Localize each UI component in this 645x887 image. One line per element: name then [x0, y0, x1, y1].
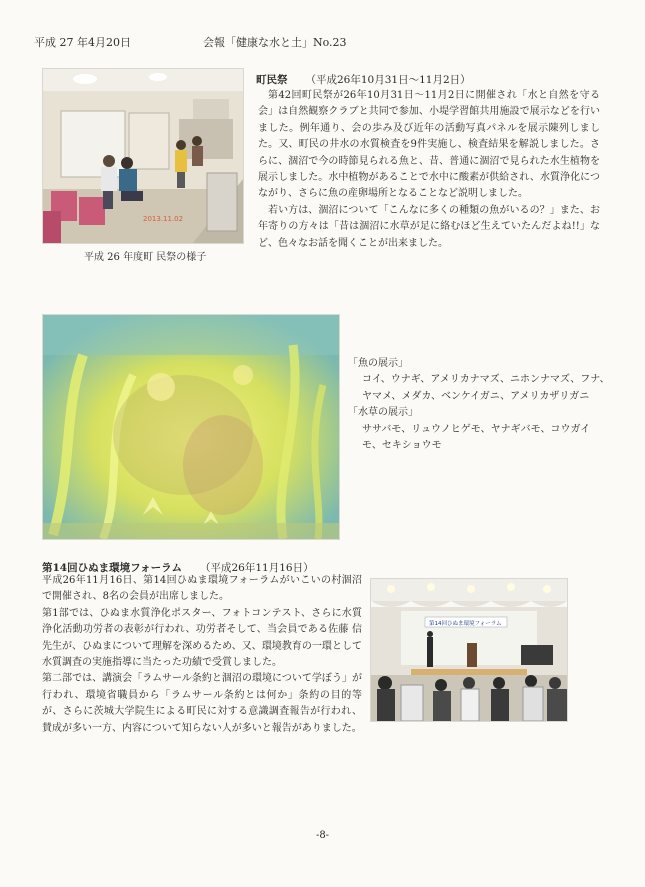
festival-period: （平成26年10月31日～11月2日） [305, 74, 471, 86]
header-date: 平成 27 年4月20日 [34, 36, 131, 49]
plants-exhibit-heading: 「水草の展示」 [348, 407, 418, 419]
forum-title: 第14回ひぬま環境フォーラム [42, 562, 182, 574]
page-number: -8- [315, 830, 330, 841]
forum-photo [370, 578, 568, 722]
festival-photo [42, 68, 244, 244]
plants-exhibit-items: ササバモ、リュウノヒゲモ、ヤナギバモ、コウガイモ、セキショウモ [362, 423, 591, 452]
exhibit-list [348, 356, 610, 454]
fish-exhibit-heading: 「魚の展示」 [348, 358, 408, 369]
forum-period: （平成26年11月16日） [199, 562, 314, 574]
photo-date-stamp: 2013.11.02 [143, 215, 184, 223]
aquarium-photo [42, 314, 340, 540]
forum-banner: 第14回ひぬま環境フォーラム [429, 621, 502, 627]
festival-body [258, 88, 600, 252]
forum-body [42, 573, 362, 737]
festival-paragraph: 第42回町民祭が26年10月31日～11月2日に開催され「水と自然を守る会」は自然観察クラブと共同で参加、小堤学習館共用施設で展示などを行いました。例年通り、会の歩み及び近年の活動写真パネルを展示陳列しました。又、町民の井水の水質検査を9件実施し、検査結果を解説しました。さらに、涸沼で今の時節見られる魚と、昔、普通に涸沼で見られた水生植物を展示しました。水中植物があることで水中に酸素が供給され、水質浄化につながり、さらに魚の産卵場所となることなど説明しました。 [258, 90, 600, 200]
forum-paragraph: 第1部では、ひぬま水質浄化ポスター、フォトコンテスト、さらに水質浄化活動功労者の表彰が行われ、功労者そして、当会員である佐藤 信先生が、ひぬまについて理解を深めるため、又、環境教育の一環として水質調査の実施指導に当たった功績で受賞しました。 [42, 607, 362, 669]
festival-heading [256, 72, 471, 87]
festival-paragraph: 若い方は、涸沼について「こんなに多くの種類の魚がいるの？」また、お年寄りの方々は「昔は涸沼に水草が足に絡むほど生えていたんだよね!!」など、色々なお話を聞くことが出来ました。 [258, 204, 600, 249]
newsletter-title: 会報「健康な水と土」No.23 [203, 36, 347, 49]
festival-photo-caption: 平成 26 年度町 民祭の様子 [84, 252, 207, 263]
forum-paragraph: 第二部では、講演会「ラムサール条約と涸沼の環境について学ぼう」が行われ、環境省職員から「ラムサール条約とは何か」条約の目的等が、さらに茨城大学院生による町民に対する意識調査報告が行われ、賛成が多い一方、内容について知らない人が多いと報告がありました。 [42, 673, 362, 734]
forum-paragraph: 平成26年11月16日、第14回ひぬま環境フォーラムがいこいの村涸沼で開催され、8名の会員が出席しました。 [42, 575, 362, 603]
festival-title: 町民祭 [256, 74, 288, 86]
fish-exhibit-items: コイ、ウナギ、アメリカナマズ、ニホンナマズ、フナ、ヤマメ、メダカ、ベンケイガニ、アメリカザリガニ [362, 374, 610, 402]
